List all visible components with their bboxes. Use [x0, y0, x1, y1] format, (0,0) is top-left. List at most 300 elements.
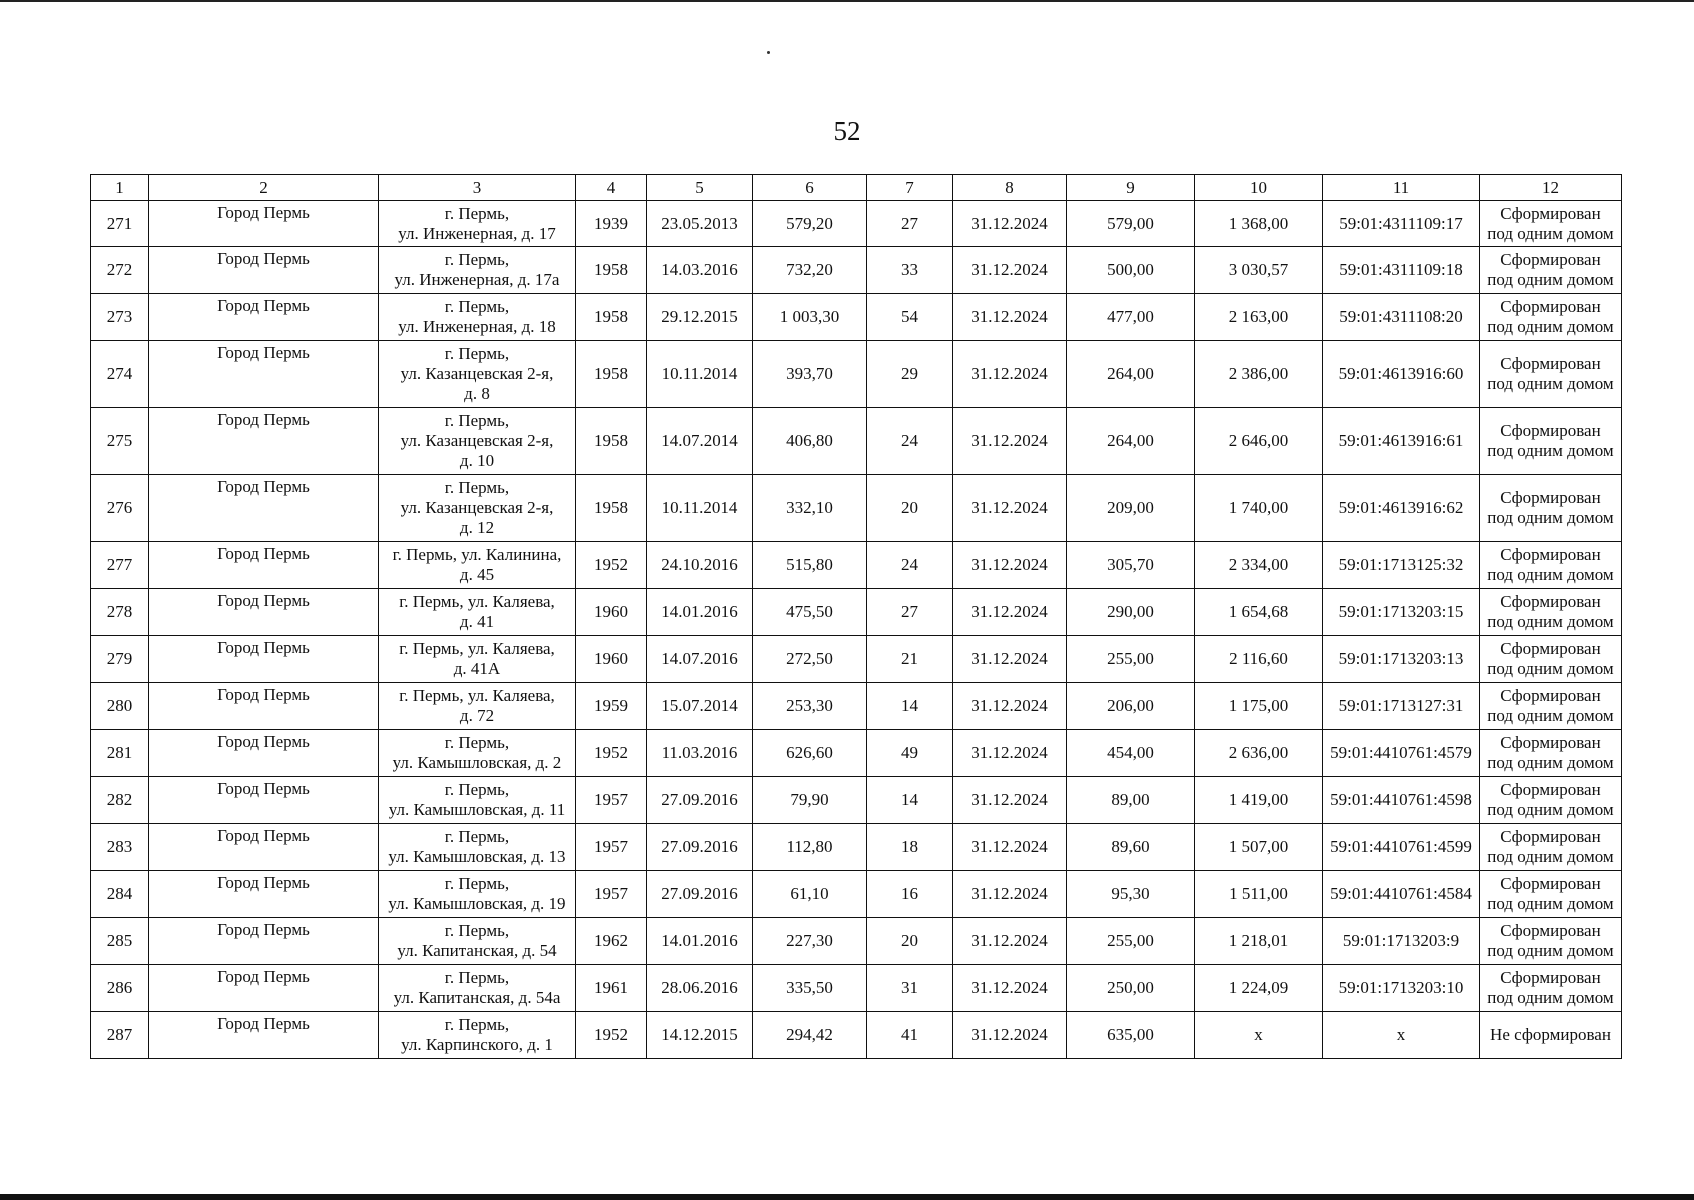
row-number-cell: 283 — [91, 824, 149, 871]
living-area-cell: 253,30 — [753, 683, 867, 730]
address-cell — [379, 1012, 576, 1059]
table-row — [91, 294, 1622, 341]
address-line: д. 45 — [459, 565, 495, 584]
land-area-cell: 95,30 — [1067, 871, 1195, 918]
owner-cell: Город Пермь — [149, 408, 379, 475]
address-cell — [379, 918, 576, 965]
housing-registry-table — [90, 174, 1622, 1059]
status-line: под одним домом — [1487, 565, 1614, 584]
address-line: г. Пермь, ул. Калинина, — [392, 545, 562, 564]
table-row — [91, 1012, 1622, 1059]
owner-cell: Город Пермь — [149, 247, 379, 294]
owner-cell: Город Пермь — [149, 294, 379, 341]
row-number-cell: 278 — [91, 589, 149, 636]
status-line: под одним домом — [1487, 223, 1614, 243]
status-line: под одним домом — [1487, 659, 1614, 678]
land-area-cell: 477,00 — [1067, 294, 1195, 341]
address-line: г. Пермь, ул. Каляева, — [399, 639, 555, 658]
land-area-cell: 264,00 — [1067, 341, 1195, 408]
land-plot-area-cell: 2 334,00 — [1195, 542, 1323, 589]
resettlement-deadline-cell: 31.12.2024 — [953, 589, 1067, 636]
table-row — [91, 589, 1622, 636]
address-cell — [379, 871, 576, 918]
table-row — [91, 247, 1622, 294]
header-cell: 7 — [867, 175, 953, 201]
year-built-cell: 1952 — [576, 1012, 647, 1059]
residents-count-cell: 49 — [867, 730, 953, 777]
owner-cell: Город Пермь — [149, 1012, 379, 1059]
resettlement-deadline-cell: 31.12.2024 — [953, 475, 1067, 542]
status-cell — [1480, 408, 1622, 475]
land-plot-area-cell: 1 218,01 — [1195, 918, 1323, 965]
status-cell — [1480, 542, 1622, 589]
land-plot-area-cell: 1 419,00 — [1195, 777, 1323, 824]
address-line: г. Пермь, — [444, 203, 510, 223]
residents-count-cell: 20 — [867, 918, 953, 965]
resettlement-deadline-cell: 31.12.2024 — [953, 294, 1067, 341]
address-line: д. 12 — [459, 518, 495, 537]
top-border-line — [0, 0, 1694, 2]
land-plot-area-cell: 1 740,00 — [1195, 475, 1323, 542]
header-cell: 2 — [149, 175, 379, 201]
address-line: ул. Капитанская, д. 54а — [393, 988, 561, 1007]
address-line: ул. Карпинского, д. 1 — [401, 1035, 553, 1054]
cadastral-number-cell: 59:01:4311109:18 — [1323, 247, 1480, 294]
row-number-cell: 285 — [91, 918, 149, 965]
living-area-cell: 227,30 — [753, 918, 867, 965]
land-plot-area-cell: 1 175,00 — [1195, 683, 1323, 730]
survey-date-cell: 14.01.2016 — [647, 589, 753, 636]
owner-cell: Город Пермь — [149, 683, 379, 730]
cadastral-number-cell: 59:01:4613916:60 — [1323, 341, 1480, 408]
year-built-cell: 1958 — [576, 408, 647, 475]
cadastral-number-cell: 59:01:4410761:4599 — [1323, 824, 1480, 871]
living-area-cell: 1 003,30 — [753, 294, 867, 341]
address-cell — [379, 636, 576, 683]
status-line: Сформирован — [1500, 297, 1601, 316]
status-line: под одним домом — [1487, 270, 1614, 289]
living-area-cell: 294,42 — [753, 1012, 867, 1059]
land-plot-area-cell: 2 646,00 — [1195, 408, 1323, 475]
cadastral-number-cell: 59:01:4410761:4598 — [1323, 777, 1480, 824]
status-line: Сформирован — [1500, 780, 1601, 799]
table-row — [91, 542, 1622, 589]
cadastral-number-cell: 59:01:1713203:13 — [1323, 636, 1480, 683]
address-cell — [379, 965, 576, 1012]
header-cell: 6 — [753, 175, 867, 201]
address-line: ул. Инженерная, д. 18 — [398, 317, 556, 336]
page-number: 52 — [833, 116, 861, 146]
land-area-cell: 290,00 — [1067, 589, 1195, 636]
status-cell — [1480, 341, 1622, 408]
year-built-cell: 1957 — [576, 777, 647, 824]
cadastral-number-cell: 59:01:4311108:20 — [1323, 294, 1480, 341]
resettlement-deadline-cell: 31.12.2024 — [953, 730, 1067, 777]
address-line: ул. Камышловская, д. 13 — [388, 847, 566, 866]
table-row — [91, 777, 1622, 824]
resettlement-deadline-cell: 31.12.2024 — [953, 871, 1067, 918]
status-line: под одним домом — [1487, 374, 1614, 393]
survey-date-cell: 10.11.2014 — [647, 475, 753, 542]
address-line: г. Пермь, — [444, 780, 510, 799]
resettlement-deadline-cell: 31.12.2024 — [953, 777, 1067, 824]
row-number-cell: 271 — [91, 201, 149, 247]
cadastral-number-cell: 59:01:4410761:4584 — [1323, 871, 1480, 918]
survey-date-cell: 29.12.2015 — [647, 294, 753, 341]
address-cell — [379, 777, 576, 824]
status-line: под одним домом — [1487, 753, 1614, 772]
header-cell: 11 — [1323, 175, 1480, 201]
living-area-cell: 332,10 — [753, 475, 867, 542]
address-line: г. Пермь, — [444, 1015, 510, 1034]
status-line: под одним домом — [1487, 800, 1614, 819]
status-line: Сформирован — [1500, 421, 1601, 440]
year-built-cell: 1957 — [576, 824, 647, 871]
status-line: Сформирован — [1500, 488, 1601, 507]
address-line: ул. Инженерная, д. 17а — [394, 270, 560, 289]
land-plot-area-cell: 2 636,00 — [1195, 730, 1323, 777]
row-number-cell: 286 — [91, 965, 149, 1012]
land-plot-area-cell: 2 116,60 — [1195, 636, 1323, 683]
survey-date-cell: 10.11.2014 — [647, 341, 753, 408]
address-line: г. Пермь, — [444, 478, 510, 497]
land-area-cell: 454,00 — [1067, 730, 1195, 777]
address-line: г. Пермь, — [444, 344, 510, 363]
residents-count-cell: 31 — [867, 965, 953, 1012]
living-area-cell: 112,80 — [753, 824, 867, 871]
residents-count-cell: 29 — [867, 341, 953, 408]
resettlement-deadline-cell: 31.12.2024 — [953, 1012, 1067, 1059]
address-line: г. Пермь, ул. Каляева, — [399, 686, 555, 705]
address-line: г. Пермь, — [444, 874, 510, 893]
status-line: под одним домом — [1487, 706, 1614, 725]
resettlement-deadline-cell: 31.12.2024 — [953, 542, 1067, 589]
year-built-cell: 1961 — [576, 965, 647, 1012]
resettlement-deadline-cell: 31.12.2024 — [953, 824, 1067, 871]
status-line: Сформирован — [1500, 733, 1601, 752]
survey-date-cell: 27.09.2016 — [647, 871, 753, 918]
resettlement-deadline-cell: 31.12.2024 — [953, 201, 1067, 247]
address-line: ул. Казанцевская 2-я, — [400, 431, 554, 450]
status-cell — [1480, 683, 1622, 730]
status-cell — [1480, 475, 1622, 542]
survey-date-cell: 14.01.2016 — [647, 918, 753, 965]
status-cell — [1480, 965, 1622, 1012]
address-line: г. Пермь, — [444, 297, 510, 316]
year-built-cell: 1962 — [576, 918, 647, 965]
row-number-cell: 280 — [91, 683, 149, 730]
resettlement-deadline-cell: 31.12.2024 — [953, 683, 1067, 730]
status-cell — [1480, 201, 1622, 247]
living-area-cell: 335,50 — [753, 965, 867, 1012]
address-line: г. Пермь, — [444, 733, 510, 752]
owner-cell: Город Пермь — [149, 542, 379, 589]
year-built-cell: 1960 — [576, 636, 647, 683]
status-cell — [1480, 824, 1622, 871]
scan-speck — [767, 51, 770, 54]
address-cell — [379, 589, 576, 636]
resettlement-deadline-cell: 31.12.2024 — [953, 247, 1067, 294]
status-line: под одним домом — [1487, 441, 1614, 460]
status-line: Сформирован — [1500, 921, 1601, 940]
residents-count-cell: 54 — [867, 294, 953, 341]
status-cell — [1480, 730, 1622, 777]
land-area-cell: 206,00 — [1067, 683, 1195, 730]
survey-date-cell: 15.07.2014 — [647, 683, 753, 730]
status-cell — [1480, 294, 1622, 341]
address-cell — [379, 683, 576, 730]
status-cell — [1480, 871, 1622, 918]
header-cell: 4 — [576, 175, 647, 201]
survey-date-cell: 14.07.2016 — [647, 636, 753, 683]
address-cell — [379, 542, 576, 589]
cadastral-number-cell: 59:01:1713127:31 — [1323, 683, 1480, 730]
table-row — [91, 730, 1622, 777]
resettlement-deadline-cell: 31.12.2024 — [953, 965, 1067, 1012]
land-area-cell: 500,00 — [1067, 247, 1195, 294]
status-line: под одним домом — [1487, 941, 1614, 960]
header-cell: 12 — [1480, 175, 1622, 201]
survey-date-cell: 24.10.2016 — [647, 542, 753, 589]
resettlement-deadline-cell: 31.12.2024 — [953, 636, 1067, 683]
status-line: под одним домом — [1487, 508, 1614, 527]
address-line: г. Пермь, — [444, 411, 510, 430]
status-line: Сформирован — [1500, 592, 1601, 611]
address-line: д. 10 — [459, 451, 495, 470]
owner-cell: Город Пермь — [149, 918, 379, 965]
land-area-cell: 255,00 — [1067, 918, 1195, 965]
land-plot-area-cell: 3 030,57 — [1195, 247, 1323, 294]
row-number-cell: 279 — [91, 636, 149, 683]
land-area-cell: 579,00 — [1067, 201, 1195, 247]
address-line: ул. Камышловская, д. 2 — [392, 753, 562, 772]
header-cell: 8 — [953, 175, 1067, 201]
survey-date-cell: 11.03.2016 — [647, 730, 753, 777]
row-number-cell: 274 — [91, 341, 149, 408]
year-built-cell: 1960 — [576, 589, 647, 636]
year-built-cell: 1958 — [576, 247, 647, 294]
status-cell — [1480, 589, 1622, 636]
address-cell — [379, 201, 576, 247]
resettlement-deadline-cell: 31.12.2024 — [953, 341, 1067, 408]
header-row — [91, 175, 1622, 201]
land-plot-area-cell: 1 224,09 — [1195, 965, 1323, 1012]
table-row — [91, 636, 1622, 683]
land-area-cell: 635,00 — [1067, 1012, 1195, 1059]
table-row — [91, 965, 1622, 1012]
living-area-cell: 475,50 — [753, 589, 867, 636]
cadastral-number-cell: 59:01:4613916:61 — [1323, 408, 1480, 475]
row-number-cell: 273 — [91, 294, 149, 341]
address-line: ул. Инженерная, д. 17 — [398, 223, 556, 243]
residents-count-cell: 24 — [867, 542, 953, 589]
row-number-cell: 275 — [91, 408, 149, 475]
survey-date-cell: 14.12.2015 — [647, 1012, 753, 1059]
table-body — [91, 175, 1622, 1059]
status-line: под одним домом — [1487, 847, 1614, 866]
table-row — [91, 918, 1622, 965]
land-plot-area-cell: х — [1195, 1012, 1323, 1059]
year-built-cell: 1959 — [576, 683, 647, 730]
cadastral-number-cell: 59:01:1713203:9 — [1323, 918, 1480, 965]
land-area-cell: 255,00 — [1067, 636, 1195, 683]
owner-cell: Город Пермь — [149, 965, 379, 1012]
survey-date-cell: 27.09.2016 — [647, 824, 753, 871]
land-area-cell: 209,00 — [1067, 475, 1195, 542]
cadastral-number-cell: 59:01:4613916:62 — [1323, 475, 1480, 542]
year-built-cell: 1939 — [576, 201, 647, 247]
status-line: Сформирован — [1500, 827, 1601, 846]
status-line: под одним домом — [1487, 894, 1614, 913]
cadastral-number-cell: 59:01:4311109:17 — [1323, 201, 1480, 247]
address-line: ул. Камышловская, д. 11 — [388, 800, 566, 819]
residents-count-cell: 27 — [867, 201, 953, 247]
year-built-cell: 1952 — [576, 730, 647, 777]
address-cell — [379, 408, 576, 475]
table-row — [91, 824, 1622, 871]
land-plot-area-cell: 2 163,00 — [1195, 294, 1323, 341]
address-line: г. Пермь, — [444, 968, 510, 987]
status-line: Сформирован — [1500, 686, 1601, 705]
resettlement-deadline-cell: 31.12.2024 — [953, 408, 1067, 475]
residents-count-cell: 18 — [867, 824, 953, 871]
address-line: ул. Камышловская, д. 19 — [388, 894, 566, 913]
status-line: под одним домом — [1487, 988, 1614, 1007]
address-cell — [379, 730, 576, 777]
status-line: Сформирован — [1500, 968, 1601, 987]
land-area-cell: 305,70 — [1067, 542, 1195, 589]
living-area-cell: 79,90 — [753, 777, 867, 824]
status-line: Сформирован — [1500, 250, 1601, 269]
survey-date-cell: 28.06.2016 — [647, 965, 753, 1012]
cadastral-number-cell: 59:01:1713203:10 — [1323, 965, 1480, 1012]
owner-cell: Город Пермь — [149, 341, 379, 408]
living-area-cell: 406,80 — [753, 408, 867, 475]
year-built-cell: 1958 — [576, 341, 647, 408]
address-line: ул. Капитанская, д. 54 — [397, 941, 557, 960]
header-cell: 9 — [1067, 175, 1195, 201]
year-built-cell: 1952 — [576, 542, 647, 589]
status-line: под одним домом — [1487, 317, 1614, 336]
row-number-cell: 282 — [91, 777, 149, 824]
survey-date-cell: 14.03.2016 — [647, 247, 753, 294]
address-line: д. 72 — [459, 706, 495, 725]
address-line: г. Пермь, — [444, 250, 510, 269]
land-area-cell: 89,60 — [1067, 824, 1195, 871]
year-built-cell: 1957 — [576, 871, 647, 918]
land-plot-area-cell: 1 507,00 — [1195, 824, 1323, 871]
address-line: д. 8 — [464, 384, 490, 403]
status-cell — [1480, 918, 1622, 965]
owner-cell: Город Пермь — [149, 777, 379, 824]
address-line: г. Пермь, ул. Каляева, — [399, 592, 555, 611]
living-area-cell: 579,20 — [753, 201, 867, 247]
survey-date-cell: 14.07.2014 — [647, 408, 753, 475]
owner-cell: Город Пермь — [149, 871, 379, 918]
status-line: под одним домом — [1487, 612, 1614, 631]
year-built-cell: 1958 — [576, 475, 647, 542]
status-cell — [1480, 1012, 1622, 1059]
table-row — [91, 201, 1622, 247]
owner-cell: Город Пермь — [149, 824, 379, 871]
living-area-cell: 626,60 — [753, 730, 867, 777]
table-row — [91, 408, 1622, 475]
bottom-scan-edge — [0, 1194, 1694, 1200]
year-built-cell: 1958 — [576, 294, 647, 341]
table-row — [91, 341, 1622, 408]
living-area-cell: 515,80 — [753, 542, 867, 589]
residents-count-cell: 14 — [867, 777, 953, 824]
status-line: Сформирован — [1500, 874, 1601, 893]
address-line: д. 41А — [453, 659, 501, 678]
address-cell — [379, 294, 576, 341]
survey-date-cell: 27.09.2016 — [647, 777, 753, 824]
living-area-cell: 61,10 — [753, 871, 867, 918]
residents-count-cell: 16 — [867, 871, 953, 918]
residents-count-cell: 21 — [867, 636, 953, 683]
owner-cell: Город Пермь — [149, 636, 379, 683]
survey-date-cell: 23.05.2013 — [647, 201, 753, 247]
living-area-cell: 732,20 — [753, 247, 867, 294]
header-cell: 1 — [91, 175, 149, 201]
table-row — [91, 871, 1622, 918]
residents-count-cell: 24 — [867, 408, 953, 475]
header-cell: 5 — [647, 175, 753, 201]
land-plot-area-cell: 1 654,68 — [1195, 589, 1323, 636]
address-line: г. Пермь, — [444, 921, 510, 940]
status-line: Не сформирован — [1490, 1025, 1611, 1044]
row-number-cell: 287 — [91, 1012, 149, 1059]
cadastral-number-cell: 59:01:1713125:32 — [1323, 542, 1480, 589]
living-area-cell: 272,50 — [753, 636, 867, 683]
land-area-cell: 89,00 — [1067, 777, 1195, 824]
residents-count-cell: 27 — [867, 589, 953, 636]
living-area-cell: 393,70 — [753, 341, 867, 408]
cadastral-number-cell: х — [1323, 1012, 1480, 1059]
land-area-cell: 250,00 — [1067, 965, 1195, 1012]
owner-cell: Город Пермь — [149, 589, 379, 636]
status-line: Сформирован — [1500, 545, 1601, 564]
row-number-cell: 277 — [91, 542, 149, 589]
row-number-cell: 284 — [91, 871, 149, 918]
address-line: ул. Казанцевская 2-я, — [400, 498, 554, 517]
address-line: ул. Казанцевская 2-я, — [400, 364, 554, 383]
status-cell — [1480, 247, 1622, 294]
cadastral-number-cell: 59:01:1713203:15 — [1323, 589, 1480, 636]
status-cell — [1480, 636, 1622, 683]
row-number-cell: 276 — [91, 475, 149, 542]
owner-cell: Город Пермь — [149, 730, 379, 777]
table-row — [91, 683, 1622, 730]
table-row — [91, 475, 1622, 542]
header-cell: 10 — [1195, 175, 1323, 201]
status-line: Сформирован — [1500, 203, 1601, 223]
resettlement-deadline-cell: 31.12.2024 — [953, 918, 1067, 965]
address-cell — [379, 341, 576, 408]
land-plot-area-cell: 2 386,00 — [1195, 341, 1323, 408]
address-cell — [379, 475, 576, 542]
residents-count-cell: 33 — [867, 247, 953, 294]
cadastral-number-cell: 59:01:4410761:4579 — [1323, 730, 1480, 777]
address-cell — [379, 824, 576, 871]
land-area-cell: 264,00 — [1067, 408, 1195, 475]
residents-count-cell: 41 — [867, 1012, 953, 1059]
address-cell — [379, 247, 576, 294]
residents-count-cell: 20 — [867, 475, 953, 542]
row-number-cell: 281 — [91, 730, 149, 777]
status-cell — [1480, 777, 1622, 824]
address-line: г. Пермь, — [444, 827, 510, 846]
